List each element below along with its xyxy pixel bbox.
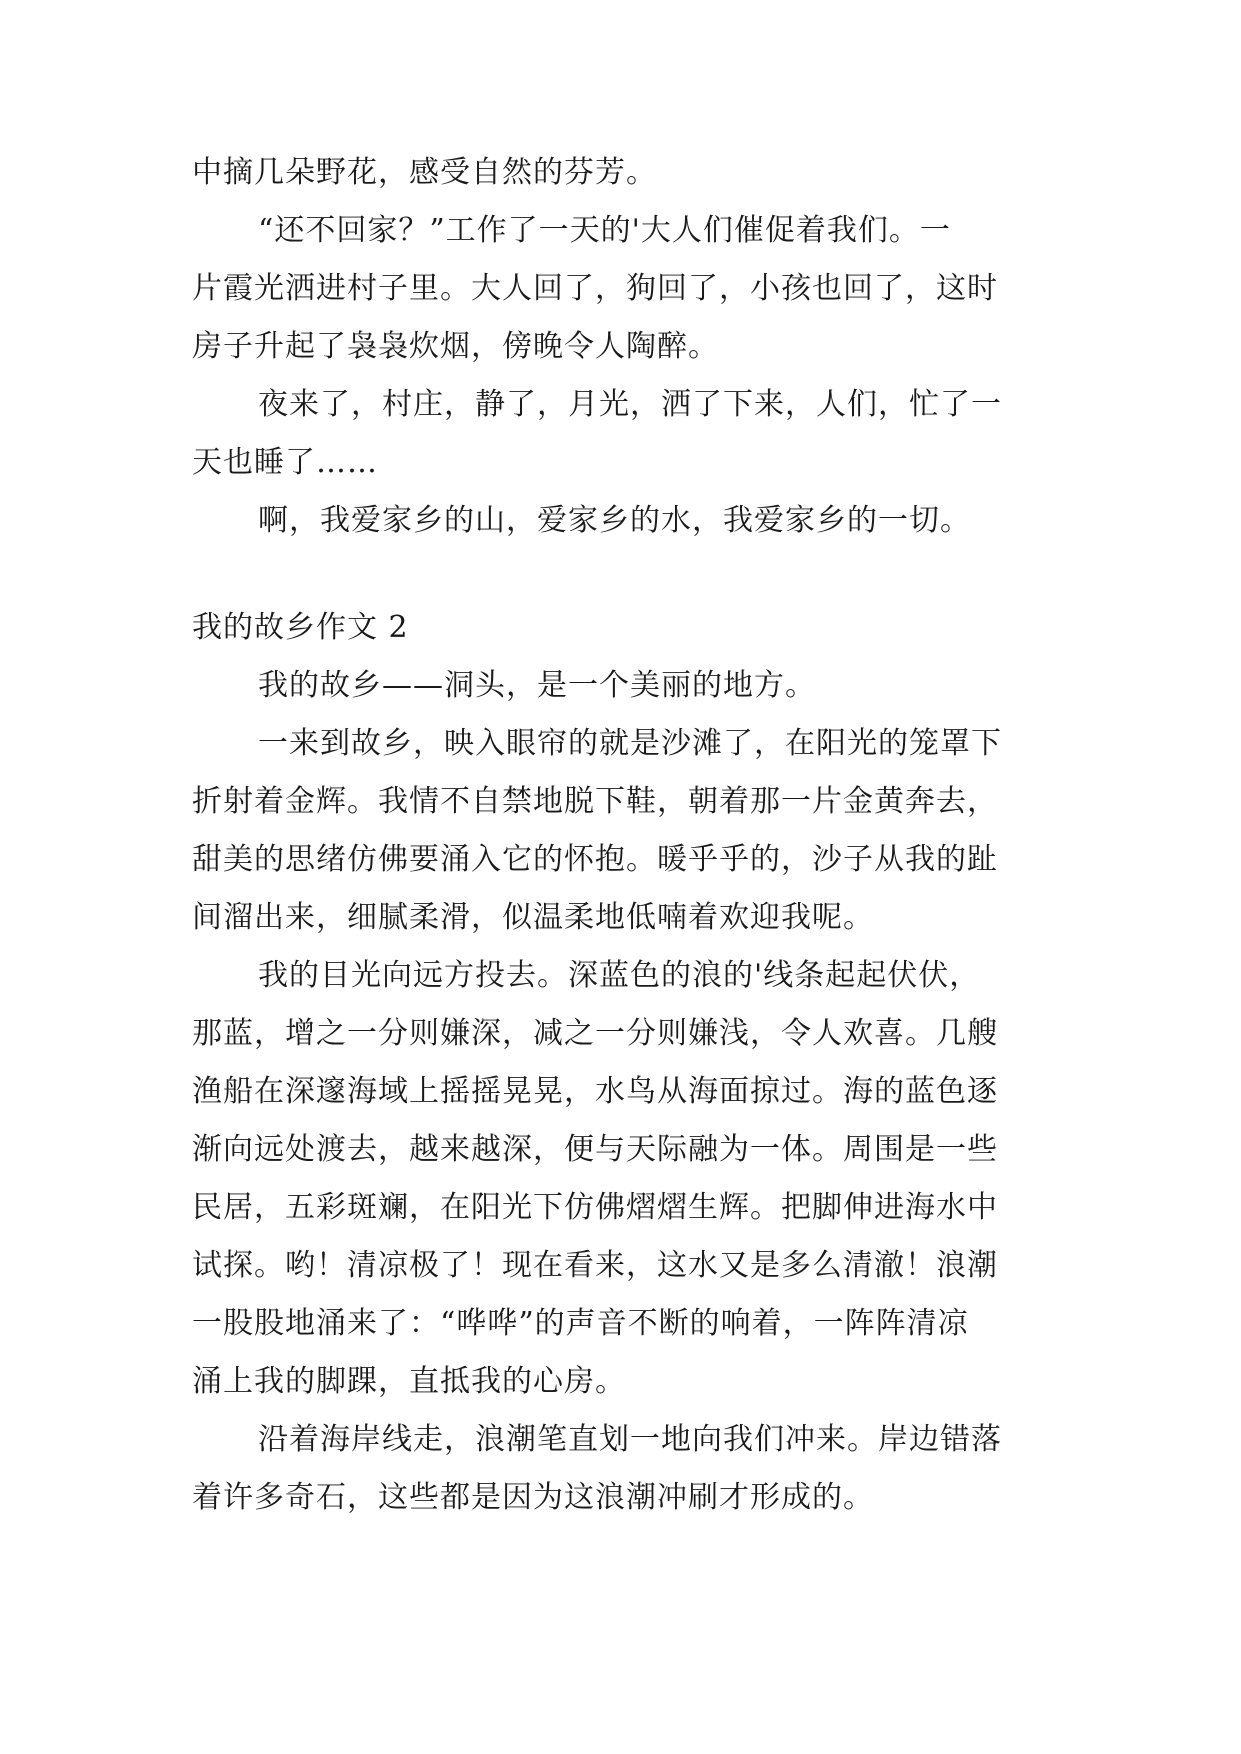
text-line: 中摘几朵野花，感受自然的芬芳。 [192, 155, 657, 190]
text-line: 一来到故乡，映入眼帘的就是沙滩了，在阳光的笼罩下 [258, 726, 1002, 761]
text-line: “还不回家？”工作了一天的'大人们催促着我们。一 [258, 213, 951, 248]
text-line: 天也睡了…… [192, 445, 378, 480]
text-line: 民居，五彩斑斓，在阳光下仿佛熠熠生辉。把脚伸进海水中 [192, 1190, 998, 1225]
section-title: 我的故乡作文 2 [192, 610, 409, 645]
text-line: 房子升起了袅袅炊烟，傍晚令人陶醉。 [192, 329, 719, 364]
text-line: 涌上我的脚踝，直抵我的心房。 [192, 1364, 626, 1399]
text-line: 着许多奇石，这些都是因为这浪潮冲刷才形成的。 [192, 1480, 874, 1515]
text-line: 啊，我爱家乡的山，爱家乡的水，我爱家乡的一切。 [258, 503, 971, 538]
text-line: 我的故乡——洞头，是一个美丽的地方。 [258, 668, 816, 703]
text-line: 甜美的思绪仿佛要涌入它的怀抱。暖乎乎的，沙子从我的趾 [192, 842, 998, 877]
text-line: 渐向远处渡去，越来越深，便与天际融为一体。周围是一些 [192, 1132, 998, 1167]
text-line: 沿着海岸线走，浪潮笔直划一地向我们冲来。岸边错落 [258, 1422, 1002, 1457]
text-line: 折射着金辉。我情不自禁地脱下鞋，朝着那一片金黄奔去， [192, 784, 998, 819]
text-line: 我的目光向远方投去。深蓝色的浪的'线条起起伏伏， [258, 958, 981, 993]
text-line: 试探。哟！清凉极了！现在看来，这水又是多么清澈！浪潮 [192, 1248, 998, 1283]
text-line: 间溜出来，细腻柔滑，似温柔地低喃着欢迎我呢。 [192, 900, 874, 935]
text-line: 片霞光洒进村子里。大人回了，狗回了，小孩也回了，这时 [192, 271, 998, 306]
text-line: 一股股地涌来了：“哗哗”的声音不断的响着，一阵阵清凉 [192, 1306, 969, 1341]
text-line: 那蓝，增之一分则嫌深，减之一分则嫌浅，令人欢喜。几艘 [192, 1016, 998, 1051]
text-line: 渔船在深邃海域上摇摇晃晃，水鸟从海面掠过。海的蓝色逐 [192, 1074, 998, 1109]
text-line: 夜来了，村庄，静了，月光，洒了下来，人们，忙了一 [258, 387, 1002, 422]
